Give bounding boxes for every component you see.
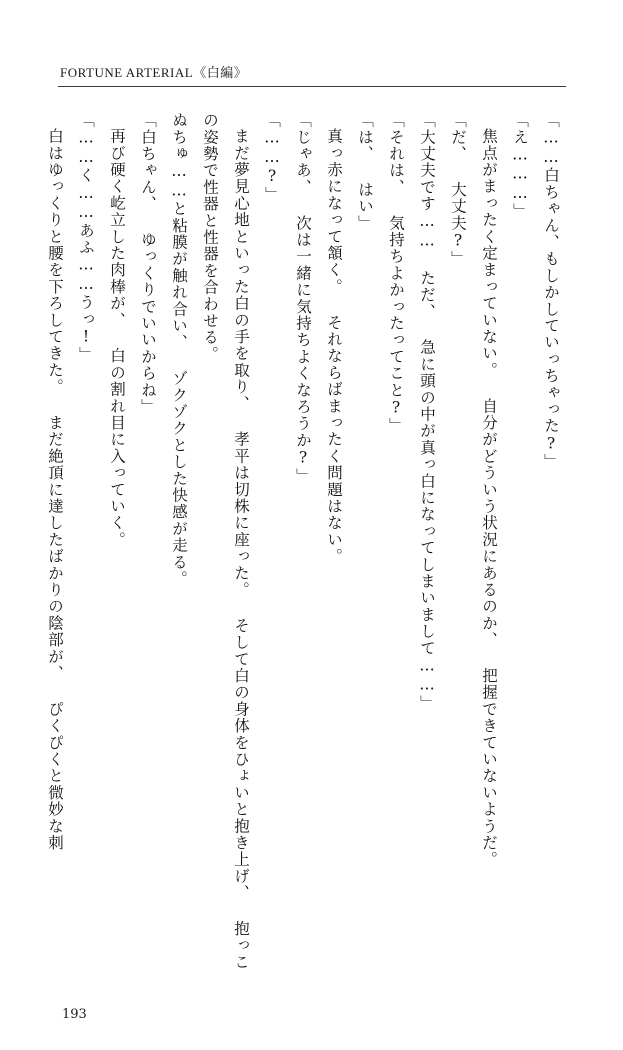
paragraph: まだ夢見心地といった白の手を取り、 孝平は切株に座った。 そして白の身体をひょいと抱き上げ、 抱っこの姿勢で性器と性器を合わせる。 <box>201 112 250 970</box>
paragraph: 白はゆっくりと腰を下ろしてきた。 まだ絶頂に達したばかりの陰部が、 ぴくぴくと微妙な刺 <box>46 127 64 851</box>
paragraph: 「だ、 大丈夫?」 <box>449 112 467 268</box>
paragraph: ぬちゅ……と粘膜が触れ合い、 ゾクゾクとした快感が走る。 <box>170 112 188 588</box>
header-series-title: FORTUNE ARTERIAL <box>60 65 194 80</box>
paragraph: 「……く……あふ……うっ!」 <box>77 112 95 364</box>
header-divider <box>58 86 566 87</box>
paragraph: 「じゃあ、 次は一緒に気持ちよくなろうか?」 <box>294 112 312 485</box>
novel-body-text <box>46 112 566 972</box>
paragraph: 「……白ちゃん、もしかしていっちゃった?」 <box>542 112 560 471</box>
paragraph: 真っ赤になって頷く。 それならばまったく問題はない。 <box>325 127 343 565</box>
paragraph: 「……?」 <box>263 112 281 203</box>
paragraph: 「大丈夫です…… ただ、 急に頭の中が真っ白になってしまいまして……」 <box>418 112 436 712</box>
paragraph: 「は、 はい」 <box>356 112 374 232</box>
paragraph: 「白ちゃん、 ゆっくりでいいからね」 <box>139 112 157 416</box>
header-volume-title: 《白編》 <box>193 66 248 81</box>
running-header <box>60 62 247 81</box>
paragraph: 「それは、 気持ちよかったってこと?」 <box>387 112 405 435</box>
paragraph: 焦点がまったく定まっていない。 自分がどういう状況にあるのか、 把握できていないようだ。 <box>480 127 498 868</box>
page-number: 193 <box>62 1007 87 1022</box>
paragraph: 再び硬く屹立した肉棒が、 白の割れ目に入っていく。 <box>108 127 126 548</box>
paragraph: 「え………」 <box>511 112 529 220</box>
